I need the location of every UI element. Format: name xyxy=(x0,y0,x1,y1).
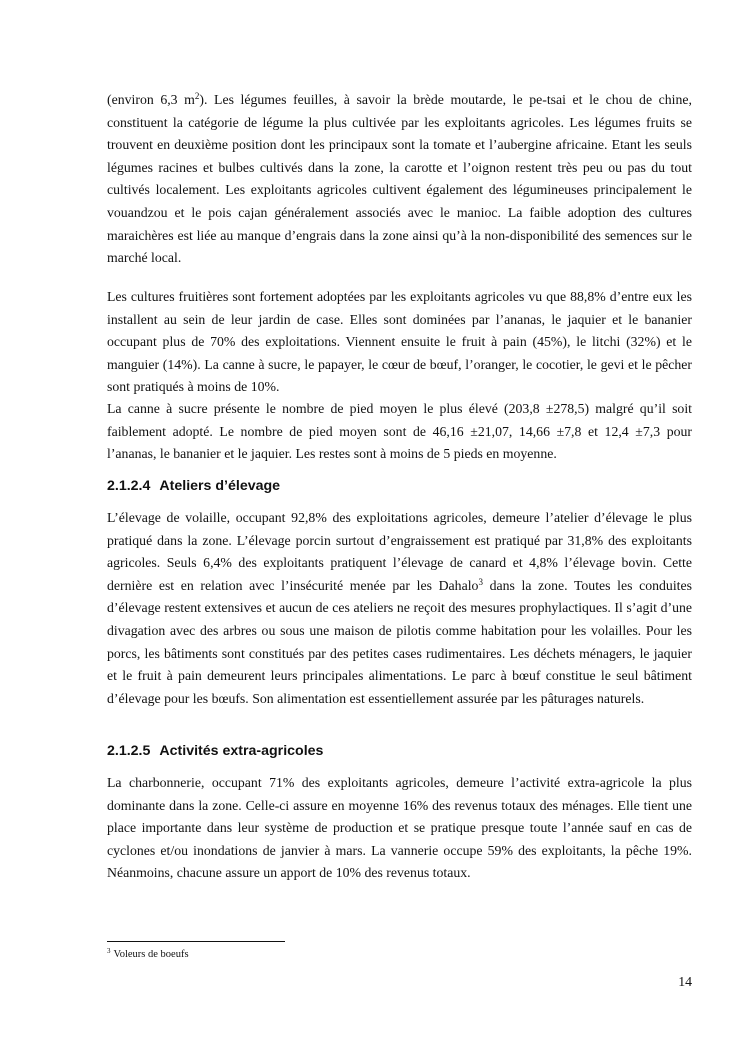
footnote-separator xyxy=(107,941,285,942)
footnote-text: Voleurs de boeufs xyxy=(113,949,189,960)
section-heading-activites-extra-agricoles xyxy=(107,741,692,761)
footnote-reference[interactable]: 3 xyxy=(478,576,483,587)
footnote xyxy=(107,948,189,962)
section-number: 2.1.2.4 xyxy=(107,478,151,494)
paragraph-4-text-start: L’élevage de volaille, occupant 92,8% des exploitations agricoles, demeure l’atelier d’élevage le plus pratiqué dans la zone. L’élevage porcin surtout d’engraissement est pratiqué par 31,8% des exploitants agricoles. Seuls 6,4% des exploitants pratiquent l’élevage de canard et 4,8% l’élevage bovin. Cette dernière est en relation avec l’insécurité menée par les Dahalo xyxy=(107,510,692,593)
paragraph-sugar-cane: La canne à sucre présente le nombre de pied moyen le plus élevé (203,8 ±278,5) malgré qu’il soit faiblement adopté. Le nombre de pied moyen sont de 46,16 ±21,07, 14,66 ±7,8 et 12,4 ±7,3 pour l’ananas, le bananier et le jaquier. Les restes sont à moins de 5 pieds en moyenne. xyxy=(107,401,692,462)
paragraph-vegetable-crops xyxy=(107,89,692,270)
paragraph-extra-agricultural: La charbonnerie, occupant 71% des exploitants agricoles, demeure l’activité extra-agricole la plus dominante dans la zone. Celle-ci assure en moyenne 16% des revenus totaux des ménages. Elle tient une place importante dans leur système de production et se pratique presque toute l’année sauf en cas de cyclones et/ou inondations de janvier à mars. La vannerie occupe 59% des exploitants, la pêche 19%. Néanmoins, chacune assure un apport de 10% des revenus totaux. xyxy=(107,775,692,881)
section-title: Activités extra-agricoles xyxy=(159,743,324,759)
paragraph-4-text-end: dans la zone. Toutes les conduites d’élevage restent extensives et aucun de ces ateliers ne reçoit des mesures prophylactiques. Il s’agit d’une divagation avec des arbres ou sous une maison de pilotis comme habitation pour les volailles. Pour les porcs, les bâtiments sont constitués par des petites cases rudimentaires. Les déchets ménagers, le jaquier et le fruit à pain demeurent leurs principales alimentations. Le parc à bœuf constitue le seul bâtiment d’élevage pour les bœufs. Son alimentation est essentiellement assurée par les pâturages naturels. xyxy=(107,577,692,706)
page-number: 14 xyxy=(678,974,692,989)
paragraph-1-text-end: ). Les légumes feuilles, à savoir la brède moutarde, le pe-tsai et le chou de chine, constituent la catégorie de légume la plus cultivée par les exploitants agricoles. Les légumes fruits se trouvent en deuxième position dont les principaux sont la tomate et l’aubergine africaine. Etant les seuls légumes racines et bulbes cultivés dans la zone, la carotte et l’oignon restent très peu ou pas du tout cultivés localement. Les exploitants agricoles cultivent également des légumineuses principalement le vouandzou et le pois cajan généralement associés avec le manioc. La faible adoption des cultures maraichères est liée au manque d’engrais dans la zone ainsi qu’à la non-disponibilité des semences sur le marché local. xyxy=(107,92,692,266)
footnote-marker: 3 xyxy=(107,947,111,955)
section-number: 2.1.2.5 xyxy=(107,743,151,759)
superscript-squared: 2 xyxy=(194,91,200,101)
section-title: Ateliers d’élevage xyxy=(159,478,281,494)
section-heading-ateliers-elevage xyxy=(107,476,692,496)
paragraph-fruit-crops: Les cultures fruitières sont fortement adoptées par les exploitants agricoles vu que 88,8% d’entre eux les installent au sein de leur jardin de case. Elles sont dominées par l’ananas, le jaquier et le bananier occupant plus de 70% des exploitations. Viennent ensuite le fruit à pain (45%), le litchi (32%) et le manguier (14%). La canne à sucre, le papayer, le cœur de bœuf, l’oranger, le cocotier, le gevi et le pêcher sont pratiqués à moins de 10%. xyxy=(107,289,692,395)
paragraph-livestock xyxy=(107,507,692,710)
paragraph-1-text-start: (environ 6,3 m xyxy=(107,92,195,107)
